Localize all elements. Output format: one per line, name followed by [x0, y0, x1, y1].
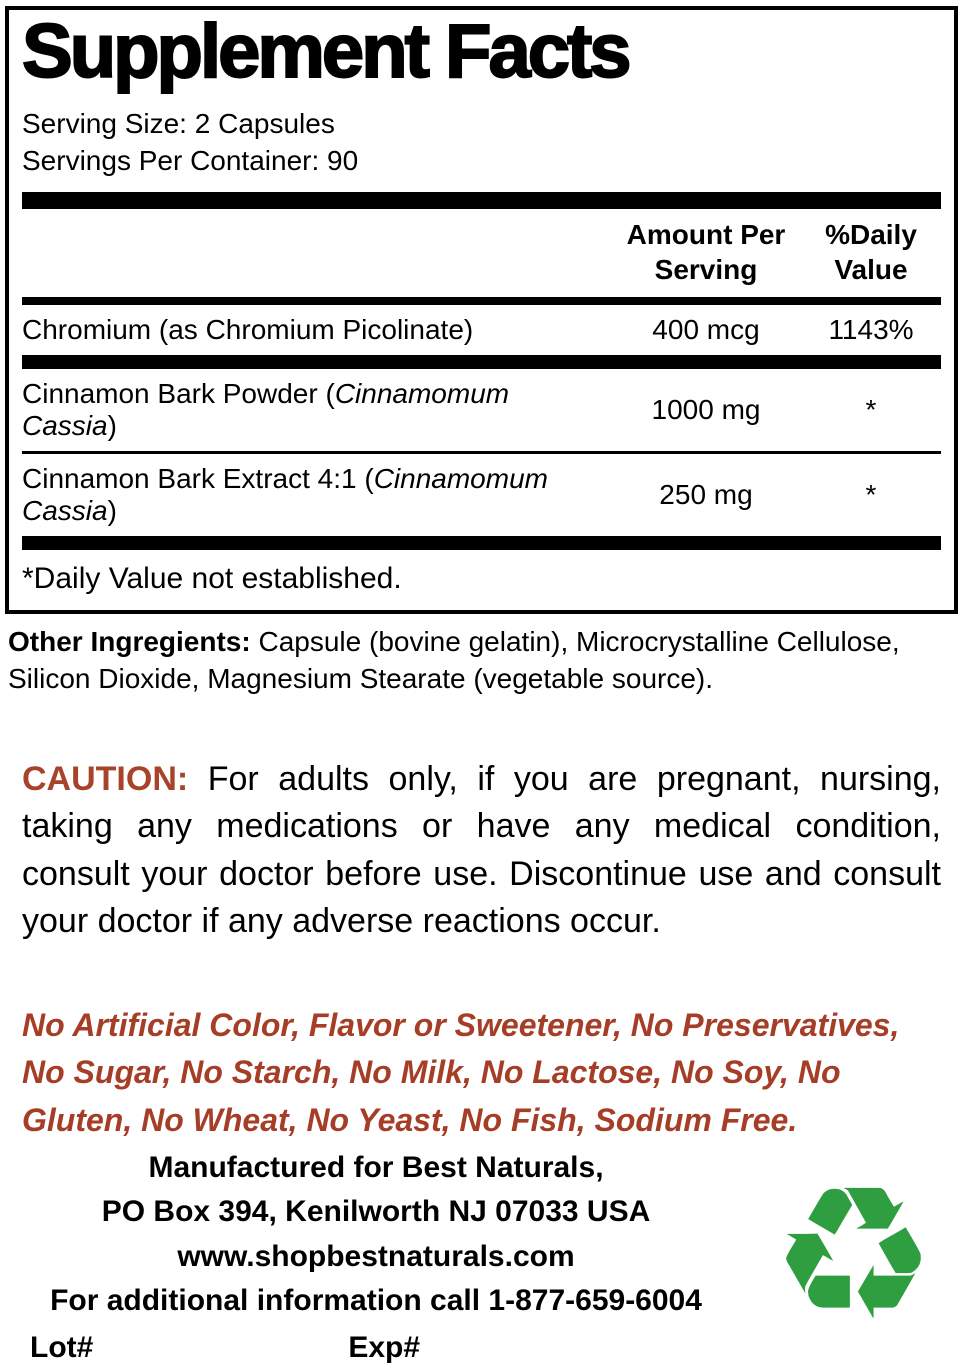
ingredient-name-text: Chromium (as Chromium Picolinate): [22, 313, 474, 345]
caution-text: For adults only, if you are pregnant, nursing, taking any medications or have any medical condition, consult your doctor before use. Discontinue use and consult your doctor if any adverse reactions occur.: [22, 759, 941, 941]
lot-exp-row: [0, 1326, 752, 1370]
divider-bar-thick: [22, 192, 941, 209]
servings-per-container: Servings Per Container: 90: [22, 144, 359, 176]
ingredient-name-text: Cinnamon Bark Extract 4:1 (: [22, 462, 374, 494]
header-dv-line1: %Daily: [825, 218, 917, 250]
ingredient-name: [22, 463, 611, 527]
recycling-icon: ♻: [770, 1146, 937, 1362]
ingredient-name-latin: Cinnamomum Cassia: [22, 377, 510, 441]
ingredient-name-suffix: ): [107, 409, 117, 441]
divider-bar-heavy: [22, 355, 941, 369]
daily-value: *: [865, 393, 877, 425]
supplement-label: [0, 6, 963, 1369]
other-ingredients-text: Capsule (bovine gelatin), Microcrystalline Cellulose, Silicon Dioxide, Magnesium Stearate (vegetable source).: [8, 625, 900, 694]
table-row-chromium: [22, 305, 941, 355]
daily-value: *: [865, 478, 877, 510]
caution-label: CAUTION:: [22, 759, 189, 798]
header-dv-line2: Value: [834, 253, 908, 285]
caution-paragraph: [22, 756, 941, 946]
manufacturer-line: Manufactured for Best Naturals,: [148, 1151, 604, 1184]
exp-label: Exp#: [348, 1330, 421, 1364]
supplement-facts-panel: [5, 6, 958, 614]
other-ingredients-label: Other Ingregients:: [8, 625, 251, 657]
website-line: www.shopbestnaturals.com: [177, 1239, 575, 1273]
table-row-cinnamon-powder: [22, 369, 941, 451]
amount-value: 250 mg: [659, 478, 753, 510]
daily-value-footnote: *Daily Value not established.: [22, 561, 402, 595]
ingredient-name-text: Cinnamon Bark Powder (: [22, 377, 335, 409]
phone-line: For additional information call 1-877-659-6004: [50, 1284, 702, 1318]
lot-label: Lot#: [30, 1330, 94, 1364]
ingredient-name: [22, 314, 611, 346]
ingredient-name: [22, 378, 611, 442]
amount-value: 400 mcg: [652, 313, 760, 345]
serving-size: Serving Size: 2 Capsules: [22, 107, 335, 139]
header-daily-value: [801, 217, 941, 287]
divider-bar-medium: [22, 297, 941, 305]
serving-info: [22, 106, 941, 180]
table-row-cinnamon-extract: [22, 454, 941, 536]
allergen-free-claims: No Artificial Color, Flavor or Sweetener, No Preservatives, No Sugar, No Starch, No Milk, No Lactose, No Soy, No Gluten, No Wheat, No Yeast, No Fish, Sodium Free.: [22, 1006, 900, 1138]
header-amount-line1: Amount Per: [626, 218, 786, 250]
divider-bar-heavy: [22, 536, 941, 550]
daily-value: 1143%: [828, 313, 914, 345]
other-ingredients: [8, 624, 955, 698]
manufacturer-footer: [0, 1146, 752, 1370]
header-amount-line2: Serving: [654, 253, 758, 285]
ingredient-name-suffix: ): [107, 494, 117, 526]
amount-value: 1000 mg: [651, 393, 761, 425]
address-line: PO Box 394, Kenilworth NJ 07033 USA: [101, 1195, 651, 1229]
header-amount-per-serving: [611, 217, 801, 287]
facts-header-row: [22, 209, 941, 297]
panel-title: Supplement Facts: [22, 9, 629, 94]
ingredient-name-latin: Cinnamomum Cassia: [22, 462, 548, 526]
